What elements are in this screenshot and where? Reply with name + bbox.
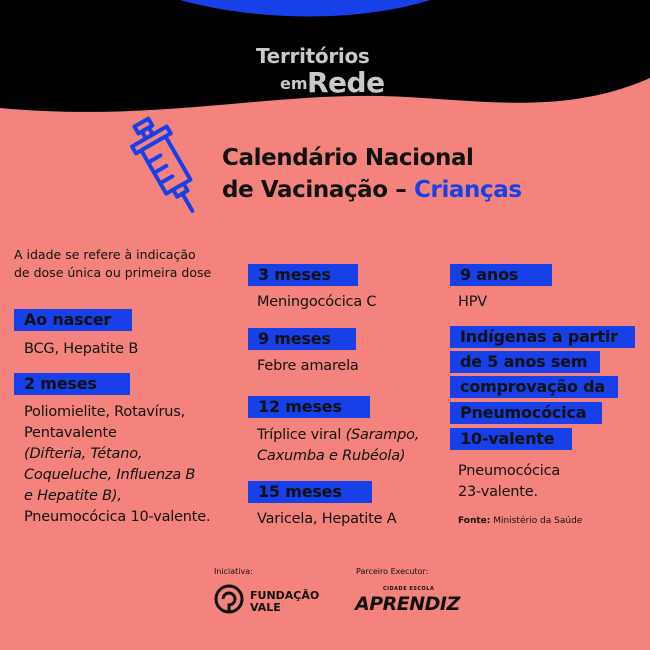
text-2-meses-l6: Pneumocócica 10-valente. bbox=[24, 509, 211, 525]
footer-parceiro-label: Parceiro Executor: bbox=[356, 567, 429, 576]
page-title-line2 bbox=[222, 177, 522, 203]
source-value: Ministério da Saúde bbox=[493, 516, 583, 526]
text-indigenas-l2: 23-valente. bbox=[458, 484, 538, 500]
page-title-prefix: de Vacinação – bbox=[222, 177, 415, 203]
tag-9-anos: 9 anos bbox=[450, 264, 552, 286]
page-title-line1: Calendário Nacional bbox=[222, 145, 474, 171]
brand-logo-line1: Territórios bbox=[256, 44, 370, 68]
fundacao-l1: FUNDAÇÃO bbox=[250, 589, 320, 602]
text-2-meses-l1: Poliomielite, Rotavírus, bbox=[24, 404, 185, 420]
text-12-meses-italic1: (Sarampo, bbox=[345, 427, 420, 443]
tag-ao-nascer: Ao nascer bbox=[14, 309, 132, 331]
tag-15-meses: 15 meses bbox=[248, 481, 372, 503]
tag-indigenas-l2: de 5 anos sem bbox=[450, 351, 600, 373]
footer-iniciativa-label: Iniciativa: bbox=[214, 567, 253, 576]
note-line1: A idade se refere à indicação bbox=[14, 247, 196, 262]
source-note bbox=[458, 516, 582, 526]
text-indigenas bbox=[458, 461, 560, 503]
text-12-meses-italic2: Caxumba e Rubéola) bbox=[257, 448, 406, 464]
text-2-meses-l2: Pentavalente bbox=[24, 425, 117, 441]
source-label: Fonte: bbox=[458, 516, 491, 526]
aprendiz-logo-text: APRENDIZ bbox=[355, 593, 460, 615]
text-ao-nascer: BCG, Hepatite B bbox=[24, 341, 139, 357]
text-2-meses-l4: Coqueluche, Influenza B bbox=[24, 467, 196, 483]
fundacao-l2: VALE bbox=[250, 601, 281, 614]
text-9-anos: HPV bbox=[458, 294, 487, 310]
text-12-meses bbox=[257, 425, 419, 467]
text-2-meses-l3: (Difteria, Tétano, bbox=[24, 446, 143, 462]
text-indigenas-l1: Pneumocócica bbox=[458, 463, 561, 479]
aprendiz-logo-small: CIDADE ESCOLA bbox=[383, 586, 435, 592]
text-2-meses-l5: e Hepatite B), bbox=[24, 488, 122, 504]
brand-logo-rede: Rede bbox=[307, 66, 385, 99]
tag-indigenas-l5: 10-valente bbox=[450, 428, 572, 450]
page-title-accent: Crianças bbox=[414, 177, 522, 203]
brand-logo-em: em bbox=[280, 74, 308, 93]
text-12-meses-plain: Tríplice viral bbox=[257, 427, 346, 443]
text-2-meses bbox=[24, 402, 210, 528]
fundacao-vale-logo-icon bbox=[214, 584, 244, 614]
tag-indigenas-l4: Pneumocócica bbox=[450, 402, 602, 424]
tag-indigenas-l3: comprovação da bbox=[450, 376, 618, 398]
text-9-meses: Febre amarela bbox=[257, 358, 359, 374]
text-3-meses: Meningocócica C bbox=[257, 294, 377, 310]
tag-indigenas-l1: Indígenas a partir bbox=[450, 326, 635, 348]
tag-9-meses: 9 meses bbox=[248, 328, 356, 350]
tag-2-meses: 2 meses bbox=[14, 373, 130, 395]
tag-3-meses: 3 meses bbox=[248, 264, 358, 286]
note-line2: de dose única ou primeira dose bbox=[14, 265, 212, 280]
text-15-meses: Varicela, Hepatite A bbox=[257, 511, 397, 527]
syringe-icon bbox=[122, 114, 212, 224]
tag-12-meses: 12 meses bbox=[248, 396, 370, 418]
fundacao-vale-logo-text bbox=[250, 590, 319, 614]
